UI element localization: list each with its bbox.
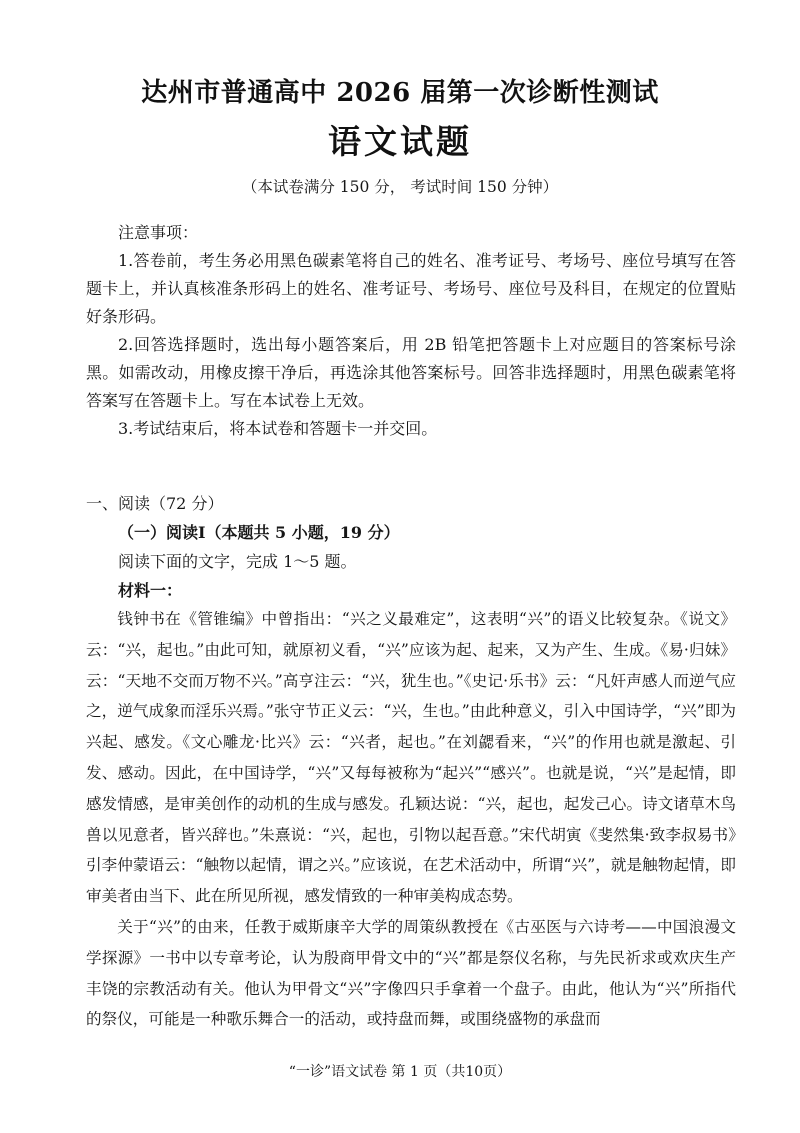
notice-item: 3.考试结束后，将本试卷和答题卡一并交回。 bbox=[118, 419, 438, 438]
section-instruction: 阅读下面的文字，完成 1～5 题。 bbox=[118, 552, 357, 571]
material-label bbox=[86, 576, 736, 605]
passage-paragraph: 钱钟书在《管锥编》中曾指出：“兴之义最难定”，这表明“兴”的语义比较复杂。《说文》云：“兴，起也。”由此可知，就原初义看，“兴”应该为起、起来，又为产生、生成。《易·归妹》云：“天地不交而万物不兴。”高亨注云：“兴，犹生也。”《史记·乐书》云：“凡奸声感人而逆气应之，逆气成象而淫乐兴焉。”张守节正义云：“兴，生也。”由此种意义，引入中国诗学，“兴”即为兴起、感发。《文心雕龙·比兴》云：“兴者，起也。”在刘勰看来，“兴”的作用也就是激起、引发、感动。因此，在中国诗学，“兴”又每每被称为“起兴”“感兴”。也就是说，“兴”是起情，即感发情感，是审美创作的动机的生成与感发。孔颖达说：“兴，起也，起发己心。诗文诸草木鸟兽以见意者，皆兴辞也。”朱熹说：“兴，起也，引物以起吾意。”宋代胡寅《斐然集·致李叔易书》引李仲蒙语云：“触物以起情，谓之兴。”应该说，在艺术活动中，所谓“兴”，就是触物起情，即审美者由当下、此在所见所视，感发情致的一种审美构成态势。 bbox=[86, 610, 736, 906]
reading-section bbox=[86, 489, 736, 605]
exam-info: （本试卷满分 150 分， 考试时间 150 分钟） bbox=[241, 178, 559, 196]
reading-passage bbox=[86, 604, 736, 1035]
section-heading: 一、阅读（72 分） bbox=[86, 494, 224, 513]
page-title: 达州市普通高中 2026 届第一次诊断性测试 bbox=[141, 78, 659, 108]
page-footer: “一诊”语文试卷 第 1 页（共10页） bbox=[288, 1064, 512, 1080]
notice-heading: 注意事项： bbox=[118, 223, 199, 242]
page-subtitle: 语文试题 bbox=[328, 122, 472, 161]
section-subheading bbox=[86, 518, 736, 547]
notice-item: 1.答卷前，考生务必用黑色碳素笔将自己的姓名、准考证号、考场号、座位号填写在答题卡上，并认真核准条形码上的姓名、准考证号、考场号、座位号及科目，在规定的位置贴好条形码。 bbox=[86, 251, 736, 326]
notice-item: 2.回答选择题时，选出每小题答案后，用 2B 铅笔把答题卡上对应题目的答案标号涂黑。如需改动，用橡皮擦干净后，再选涂其他答案标号。回答非选择题时，用黑色碳素笔将答案写在答题卡上。写在本试卷上无效。 bbox=[86, 335, 736, 410]
subheading-text: （一）阅读I（本题共 5 小题，19 分） bbox=[118, 523, 400, 542]
passage-paragraph: 关于“兴”的由来，任教于威斯康辛大学的周策纵教授在《古巫医与六诗考——中国浪漫文学探源》一书中以专章考论，认为殷商甲骨文中的“兴”都是祭仪名称，与先民祈求或欢庆生产丰饶的宗教活动有关。他认为甲骨文“兴”字像四只手拿着一个盘子。由此，他认为“兴”所指代的祭仪，可能是一种歌乐舞合一的活动，或持盘而舞，或围绕盛物的承盘而 bbox=[86, 917, 736, 1029]
material-label-text: 材料一： bbox=[118, 581, 183, 600]
notice-section bbox=[86, 219, 736, 443]
